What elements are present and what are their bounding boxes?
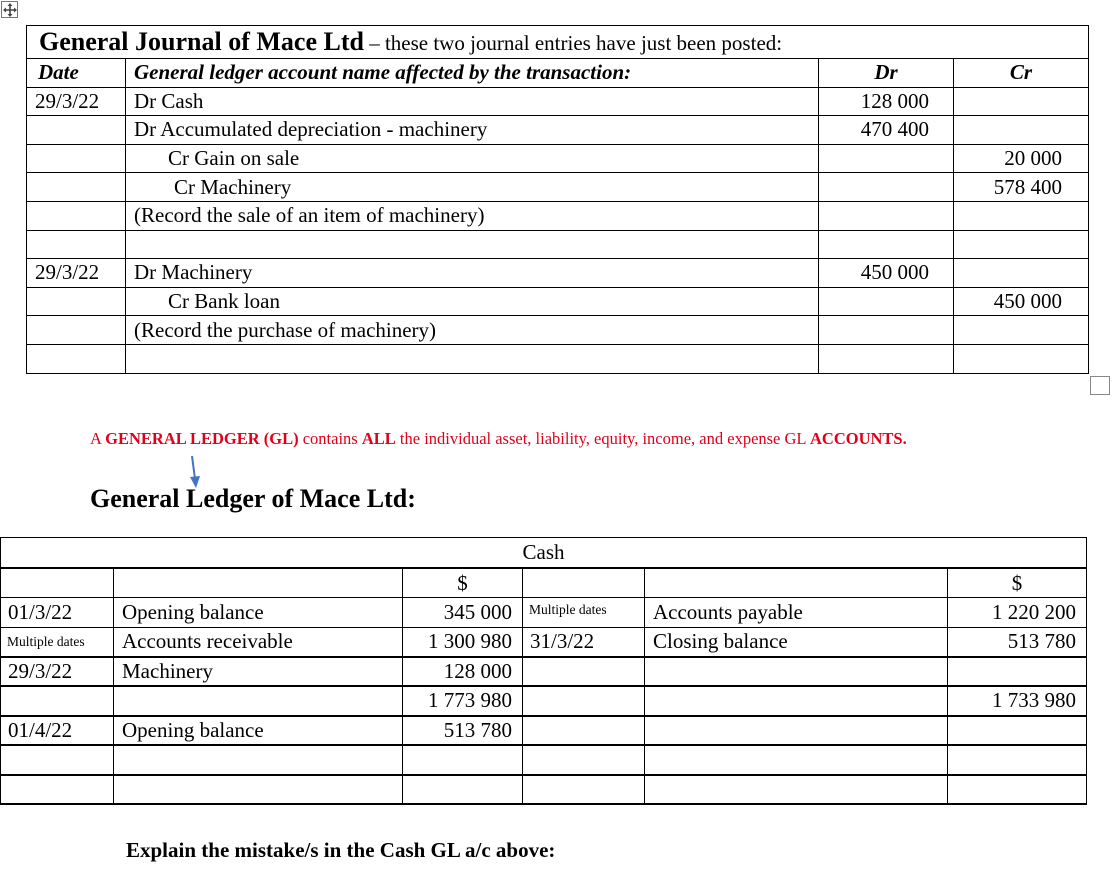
ledger-row (1, 745, 1087, 775)
journal-dr (819, 173, 954, 202)
debit-amount: 1 300 980 (403, 627, 523, 657)
credit-description: Accounts payable (645, 598, 948, 628)
table-resize-handle[interactable] (1090, 376, 1110, 395)
journal-cr: 20 000 (954, 144, 1089, 173)
journal-account: Dr Machinery (126, 259, 819, 288)
journal-cr (954, 259, 1089, 288)
journal-cr: 450 000 (954, 287, 1089, 316)
ledger-account-name: Cash (1, 538, 1087, 569)
journal-row (27, 116, 1089, 145)
debit-date: 29/3/22 (1, 657, 114, 687)
ledger-cell (645, 568, 948, 598)
journal-date (27, 173, 126, 202)
ledger-row (1, 775, 1087, 805)
journal-row (27, 201, 1089, 230)
cash-ledger-table (0, 537, 1087, 805)
journal-row (27, 259, 1089, 288)
debit-date: 01/3/22 (1, 598, 114, 628)
ledger-row (1, 716, 1087, 746)
credit-description (645, 745, 948, 775)
credit-description: Closing balance (645, 627, 948, 657)
table-move-handle-icon[interactable] (1, 1, 18, 18)
credit-amount (948, 775, 1087, 805)
journal-date (27, 230, 126, 259)
credit-amount (948, 657, 1087, 687)
move-arrows-icon (3, 3, 17, 17)
journal-row (27, 287, 1089, 316)
debit-currency: $ (403, 568, 523, 598)
journal-narration: (Record the sale of an item of machinery) (126, 201, 819, 230)
journal-account: Cr Machinery (126, 173, 819, 202)
journal-row (27, 173, 1089, 202)
journal-dr (819, 287, 954, 316)
journal-date (27, 287, 126, 316)
header-date: Date (27, 59, 126, 88)
journal-account (126, 344, 819, 373)
journal-row (27, 344, 1089, 373)
journal-date (27, 144, 126, 173)
journal-cr (954, 344, 1089, 373)
journal-row (27, 316, 1089, 345)
journal-title-bold: General Journal of Mace Ltd (39, 27, 364, 56)
credit-amount (948, 745, 1087, 775)
general-ledger-heading: General Ledger of Mace Ltd: (90, 484, 416, 513)
debit-description: Opening balance (114, 598, 403, 628)
debit-description (114, 775, 403, 805)
journal-account: Dr Cash (126, 87, 819, 116)
journal-cr (954, 116, 1089, 145)
journal-cr (954, 230, 1089, 259)
journal-row (27, 144, 1089, 173)
note-text: contains (298, 429, 362, 448)
ledger-totals-row (1, 686, 1087, 716)
journal-date (27, 316, 126, 345)
debit-total: 1 773 980 (403, 686, 523, 716)
general-ledger-note (90, 429, 907, 449)
credit-date (523, 686, 645, 716)
note-emphasis: GENERAL LEDGER (GL) (105, 429, 299, 448)
note-text: the individual asset, liability, equity, income, and expense GL (395, 429, 811, 448)
debit-description: Opening balance (114, 716, 403, 746)
general-journal-table (26, 25, 1089, 374)
credit-amount (948, 716, 1087, 746)
debit-amount (403, 745, 523, 775)
credit-date: 31/3/22 (523, 627, 645, 657)
credit-date (523, 745, 645, 775)
journal-date: 29/3/22 (27, 87, 126, 116)
debit-amount: 128 000 (403, 657, 523, 687)
journal-dr: 450 000 (819, 259, 954, 288)
journal-title-rest: – these two journal entries have just been posted: (363, 31, 783, 55)
journal-dr: 470 400 (819, 116, 954, 145)
debit-date: Multiple dates (1, 627, 114, 657)
note-text: A (90, 429, 106, 448)
note-emphasis: ACCOUNTS. (810, 429, 907, 448)
journal-date (27, 344, 126, 373)
journal-account: Cr Bank loan (126, 287, 819, 316)
debit-date (1, 686, 114, 716)
credit-date (523, 775, 645, 805)
ledger-row (1, 598, 1087, 628)
journal-account: Dr Accumulated depreciation - machinery (126, 116, 819, 145)
question-prompt: Explain the mistake/s in the Cash GL a/c above: (126, 838, 556, 862)
credit-currency: $ (948, 568, 1087, 598)
journal-dr (819, 230, 954, 259)
journal-title (27, 26, 1089, 59)
debit-amount (403, 775, 523, 805)
note-emphasis: ALL (361, 429, 396, 448)
header-account: General ledger account name affected by the transaction: (126, 59, 819, 88)
credit-description (645, 657, 948, 687)
credit-date: Multiple dates (523, 598, 645, 628)
debit-date (1, 775, 114, 805)
journal-date (27, 201, 126, 230)
journal-date: 29/3/22 (27, 259, 126, 288)
journal-dr: 128 000 (819, 87, 954, 116)
journal-cr (954, 87, 1089, 116)
debit-amount: 513 780 (403, 716, 523, 746)
credit-description (645, 686, 948, 716)
journal-account (126, 230, 819, 259)
credit-total: 1 733 980 (948, 686, 1087, 716)
credit-amount: 513 780 (948, 627, 1087, 657)
ledger-cell (523, 568, 645, 598)
journal-dr (819, 144, 954, 173)
debit-amount: 345 000 (403, 598, 523, 628)
journal-narration: (Record the purchase of machinery) (126, 316, 819, 345)
credit-description (645, 775, 948, 805)
journal-dr (819, 316, 954, 345)
debit-description: Accounts receivable (114, 627, 403, 657)
journal-cr (954, 316, 1089, 345)
journal-cr (954, 201, 1089, 230)
journal-row (27, 230, 1089, 259)
journal-account: Cr Gain on sale (126, 144, 819, 173)
debit-description (114, 686, 403, 716)
header-dr: Dr (819, 59, 954, 88)
ledger-cell (114, 568, 403, 598)
ledger-cell (1, 568, 114, 598)
credit-date (523, 657, 645, 687)
debit-date (1, 745, 114, 775)
ledger-row (1, 627, 1087, 657)
debit-description (114, 745, 403, 775)
journal-row (27, 87, 1089, 116)
journal-cr: 578 400 (954, 173, 1089, 202)
credit-date (523, 716, 645, 746)
journal-dr (819, 201, 954, 230)
credit-description (645, 716, 948, 746)
credit-amount: 1 220 200 (948, 598, 1087, 628)
debit-description: Machinery (114, 657, 403, 687)
ledger-row (1, 657, 1087, 687)
journal-dr (819, 344, 954, 373)
debit-date: 01/4/22 (1, 716, 114, 746)
header-cr: Cr (954, 59, 1089, 88)
journal-date (27, 116, 126, 145)
